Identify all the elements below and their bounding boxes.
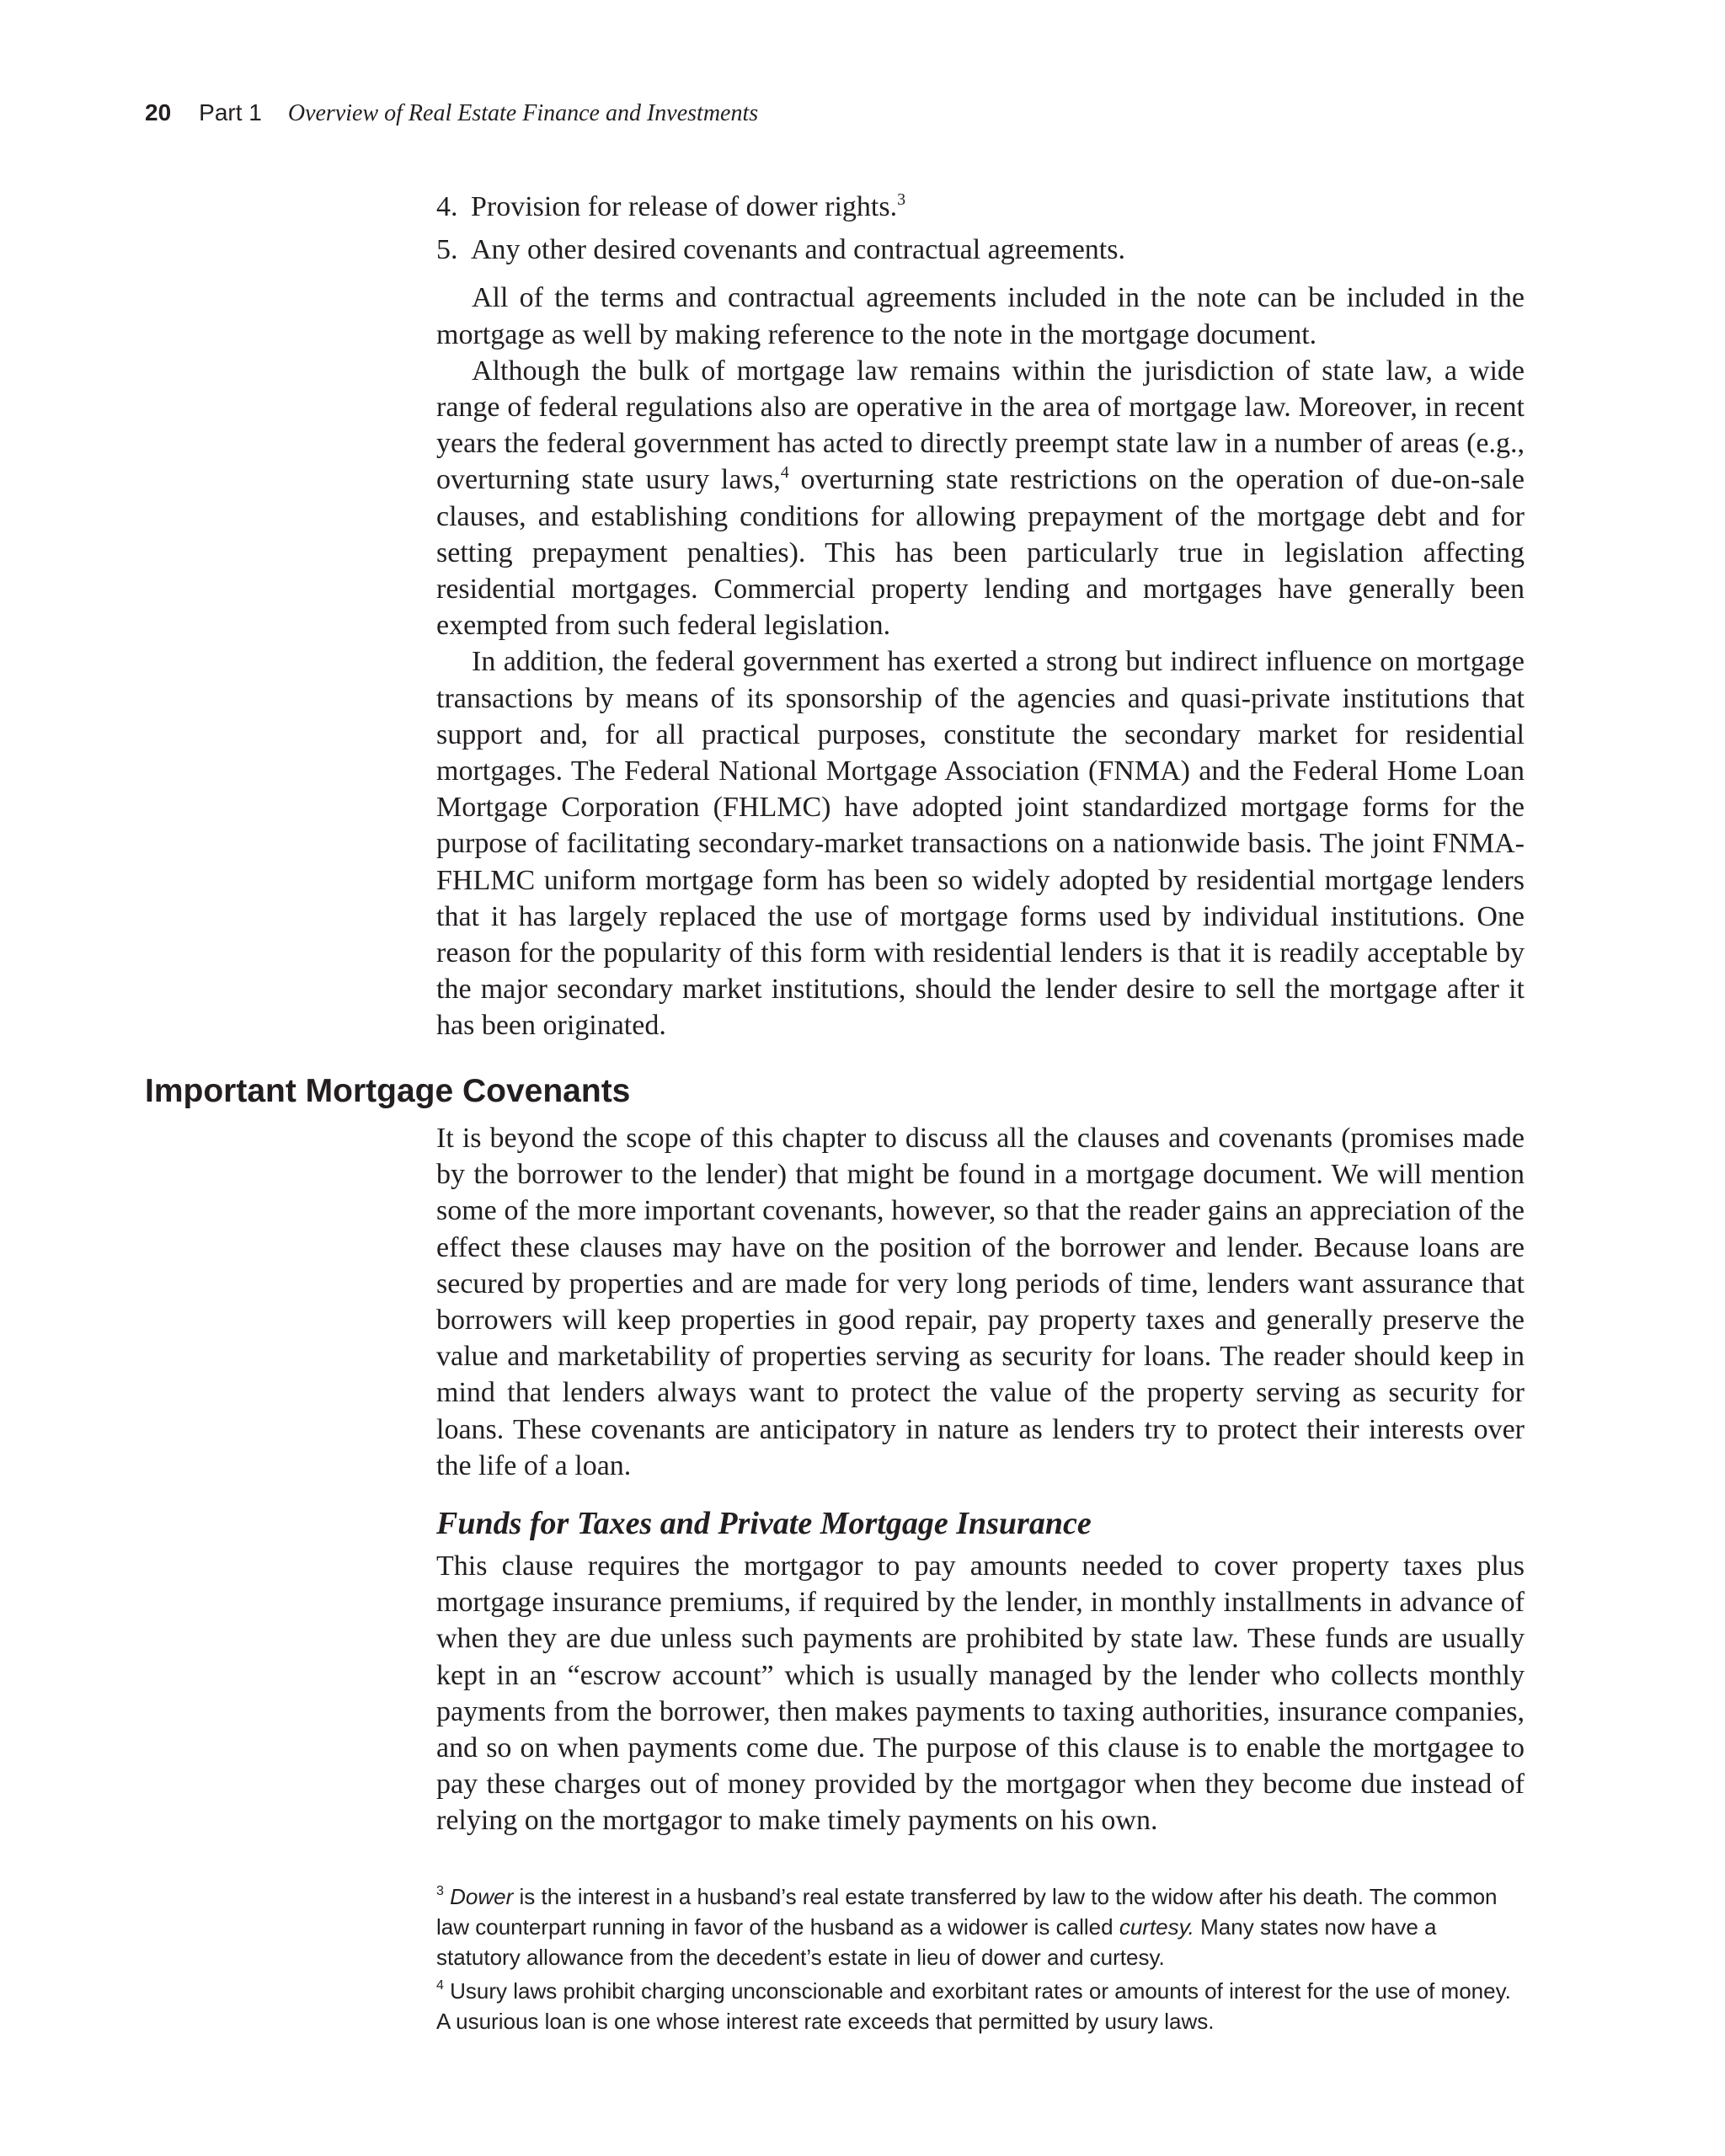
page-number: 20	[145, 99, 172, 125]
paragraph-covenants-intro: It is beyond the scope of this chapter to discuss all the clauses and covenants (promises made by the borrower to the lender) that might be found in a mortgage document. We will mention some of the more important covenants, however, so that the reader gains an appreciation of the effect these clauses may have on the position of the borrower and lender. Because loans are secured by properties and are made for very long periods of time, lenders want assurance that borrowers will keep properties in good repair, pay property taxes and generally preserve the value and marketability of properties serving as security for loans. The reader should keep in mind that lenders always want to protect the value of the property serving as security for loans. These covenants are anticipatory in nature as lenders try to protect their interests over the life of a loan.	[436, 1123, 1525, 1481]
subsection-heading: Funds for Taxes and Private Mortgage Insurance	[436, 1506, 1092, 1542]
footnote-4: $^4$ Usury laws prohibit charging unconscionable and exorbitant rates or amounts of interest for the use of money. A usurious loan is one whose interest rate exceeds that permitted by usury laws.	[436, 1978, 1511, 2034]
list-item	[436, 189, 1525, 225]
paragraph-federal-regulations: Although the bulk of mortgage law remains within the jurisdiction of state law, a wide range of federal regulations also are operative in the area of mortgage law. Moreover, in recent years the federal government has acted to directly preempt state law in a number of areas (e.g., overturning state usury laws,$^4$ overturning state restrictions on the operation of due-on-sale clauses, and establishing conditions for allowing prepayment of the mortgage debt and for setting prepayment penalties). This has been particularly true in legislation affecting residential mortgages. Commercial property lending and mortgages have generally been exempted from such federal legislation.	[436, 355, 1525, 642]
section-heading: Important Mortgage Covenants	[145, 1073, 631, 1109]
list-item	[436, 232, 1525, 268]
body-column-covenants	[436, 1120, 1525, 1839]
book-title: Overview of Real Estate Finance and Investments	[287, 100, 759, 126]
footnotes	[436, 1881, 1525, 2036]
footnote-number: 3	[436, 1884, 444, 1898]
paragraph-note-terms: All of the terms and contractual agreements included in the note can be included in the mortgage as well by making reference to the note in the mortgage document.	[436, 282, 1525, 350]
list-item-number: 4.	[436, 191, 458, 222]
list-item-text: Provision for release of dower rights.$^3$	[471, 190, 906, 222]
part-label: Part 1	[199, 99, 262, 125]
body-column-top	[436, 189, 1525, 1044]
list-item-text: Any other desired covenants and contractual agreements.	[471, 234, 1125, 266]
footnote-ref-4[interactable]: 4	[780, 463, 789, 483]
footnote-ref-3[interactable]: 3	[897, 190, 906, 209]
paragraph-escrow: This clause requires the mortgagor to pay amounts needed to cover property taxes plus mortgage insurance premiums, if required by the lender, in monthly installments in advance of when they are due unless such payments are prohibited by state law. These funds are usually kept in an “escrow account” which is usually managed by the lender who collects monthly payments from the borrower, then makes payments to taxing authorities, insurance companies, and so on when payments come due. The purpose of this clause is to enable the mortgagee to pay these charges out of money provided by the mortgagor when they become due instead of relying on the mortgagor to make timely payments on his own.	[436, 1550, 1525, 1837]
list-item-number: 5.	[436, 234, 458, 266]
paragraph-secondary-market: In addition, the federal government has exerted a strong but indirect influence on mortgage transactions by means of its sponsorship of the agencies and quasi-private institutions that support and, for all practical purposes, constitute the secondary market for residential mortgages. The Federal National Mortgage Association (FNMA) and the Federal Home Loan Mortgage Corporation (FHLMC) have adopted joint standardized mortgage forms for the purpose of facilitating secondary-market transactions on a nationwide basis. The joint FNMA-FHLMC uniform mortgage form has been so widely adopted by residential mortgage lenders that it has largely replaced the use of mortgage forms used by individual institutions. One reason for the popularity of this form with residential lenders is that it is readily acceptable by the major secondary market institutions, should the lender desire to sell the mortgage after it has been originated.	[436, 646, 1525, 1042]
footnote-3: $^3$ Dower is the interest in a husband’s real estate transferred by law to the widow after his death. The common law counterpart running in favor of the husband as a widower is called curtesy. Many states now have a statutory allowance from the decedent’s estate in lieu of dower and curtesy.	[436, 1884, 1498, 1970]
running-head	[145, 99, 758, 127]
footnote-number: 4	[436, 1978, 444, 1993]
